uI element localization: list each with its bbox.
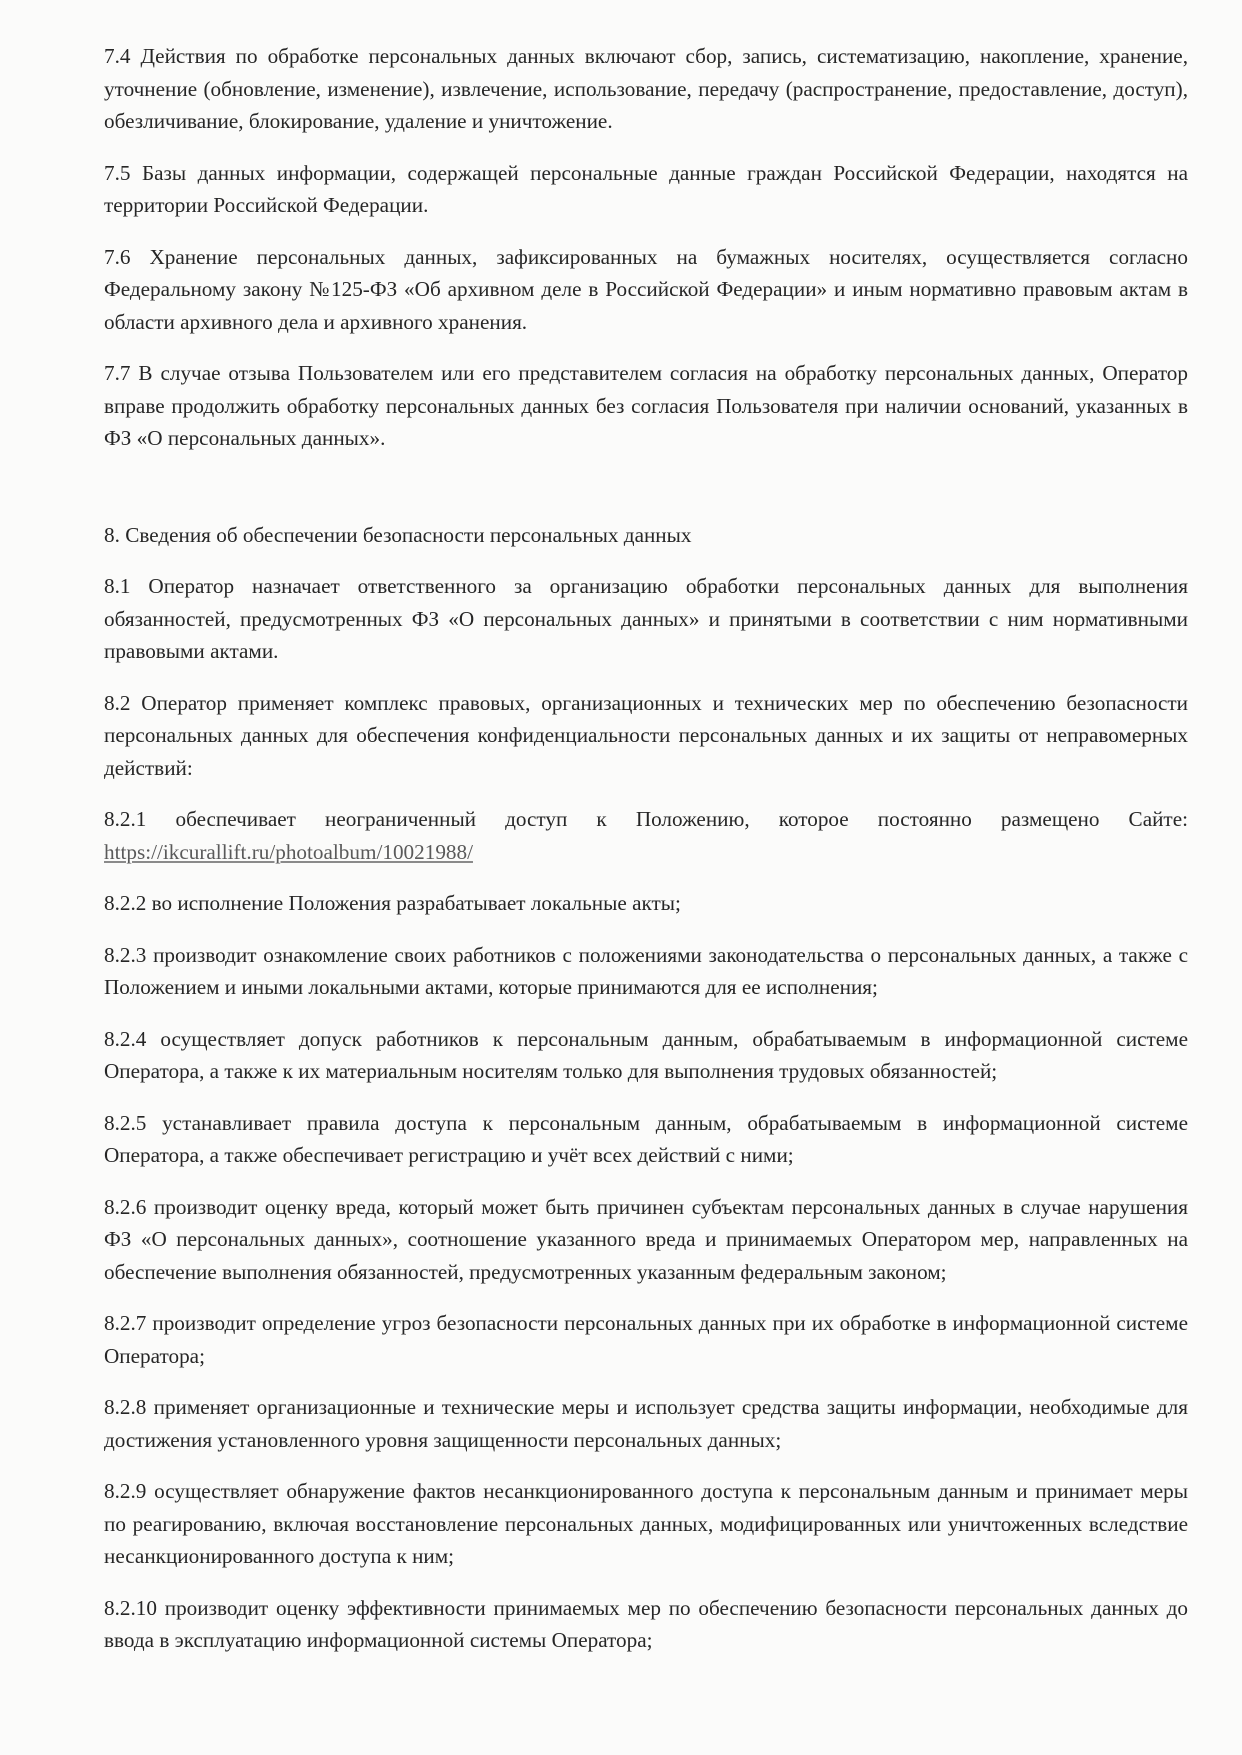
paragraph-8-1: 8.1 Оператор назначает ответственного за организацию обработки персональных данных для выполнения обязанностей, предусмотренных ФЗ «О персональных данных» и принятыми в соответствии с ним нормативными правовыми актами. bbox=[104, 574, 1188, 663]
paragraph-7-6: 7.6 Хранение персональных данных, зафиксированных на бумажных носителях, осуществляется согласно Федеральному закону №125-ФЗ «Об архивном деле в Российской Федерации» и иным нормативно правовым актам в области архивного дела и архивного хранения. bbox=[104, 244, 1188, 334]
paragraph-8-2-2: 8.2.2 во исполнение Положения разрабатывает локальные акты; bbox=[104, 891, 681, 915]
document-body bbox=[104, 40, 1188, 1676]
site-link[interactable]: https://ikcurallift.ru/photoalbum/10021988/ bbox=[104, 839, 473, 864]
paragraph-7-7: 7.7 В случае отзыва Пользователем или его представителем согласия на обработку персональных данных, Оператор вправе продолжить обработку персональных данных без согласия Пользователя при наличии оснований, указанных в ФЗ «О персональных данных». bbox=[104, 361, 1188, 450]
paragraph-7-4: 7.4 Действия по обработке персональных данных включают сбор, запись, систематизацию, накопление, хранение, уточнение (обновление, изменение), извлечение, использование, передачу (распространение, предоставление, доступ), обезличивание, блокирование, удаление и уничтожение. bbox=[104, 44, 1188, 133]
paragraph-8-2-6: 8.2.6 производит оценку вреда, который может быть причинен субъектам персональных данных в случае нарушения ФЗ «О персональных данных», соотношение указанного вреда и принимаемых Оператором мер, направленных на обеспечение выполнения обязанностей, предусмотренных указанным федеральным законом; bbox=[104, 1194, 1188, 1284]
paragraph-8-2-10: 8.2.10 производит оценку эффективности принимаемых мер по обеспечению безопасности персональных данных до ввода в эксплуатацию информационной системы Оператора; bbox=[104, 1595, 1188, 1652]
paragraph-8-2-4: 8.2.4 осуществляет допуск работников к персональным данным, обрабатываемым в информационной системе Оператора, а также к их материальным носителям только для выполнения трудовых обязанностей; bbox=[104, 1026, 1188, 1083]
paragraph-8-2-5: 8.2.5 устанавливает правила доступа к персональным данным, обрабатываемым в информационной системе Оператора, а также обеспечивает регистрацию и учёт всех действий с ними; bbox=[104, 1110, 1188, 1167]
paragraph-8-2-7: 8.2.7 производит определение угроз безопасности персональных данных при их обработке в информационной системе Оператора; bbox=[104, 1311, 1188, 1368]
paragraph-8-2-3: 8.2.3 производит ознакомление своих работников с положениями законодательства о персональных данных, а также с Положением и иными локальными актами, которые принимаются для ее исполнения; bbox=[104, 942, 1188, 999]
section-8-heading: 8. Сведения об обеспечении безопасности персональных данных bbox=[104, 522, 692, 547]
paragraph-8-2-8: 8.2.8 применяет организационные и технические меры и использует средства защиты информации, необходимые для достижения установленного уровня защищенности персональных данных; bbox=[104, 1395, 1188, 1452]
paragraph-8-2-1 bbox=[104, 803, 1188, 868]
paragraph-7-5: 7.5 Базы данных информации, содержащей персональные данные граждан Российской Федерации, находятся на территории Российской Федерации. bbox=[104, 160, 1188, 217]
paragraph-8-2: 8.2 Оператор применяет комплекс правовых, организационных и технических мер по обеспечению безопасности персональных данных для обеспечения конфиденциальности персональных данных и их защиты от неправомерных действий: bbox=[104, 690, 1188, 780]
paragraph-8-2-9: 8.2.9 осуществляет обнаружение фактов несанкционированного доступа к персональным данным и принимает меры по реагированию, включая восстановление персональных данных, модифицированных или уничтоженных вследствие несанкционированного доступа к ним; bbox=[104, 1479, 1188, 1568]
paragraph-8-2-1-text: 8.2.1 обеспечивает неограниченный доступ к Положению, которое постоянно размещено Сайте: bbox=[104, 807, 1188, 831]
